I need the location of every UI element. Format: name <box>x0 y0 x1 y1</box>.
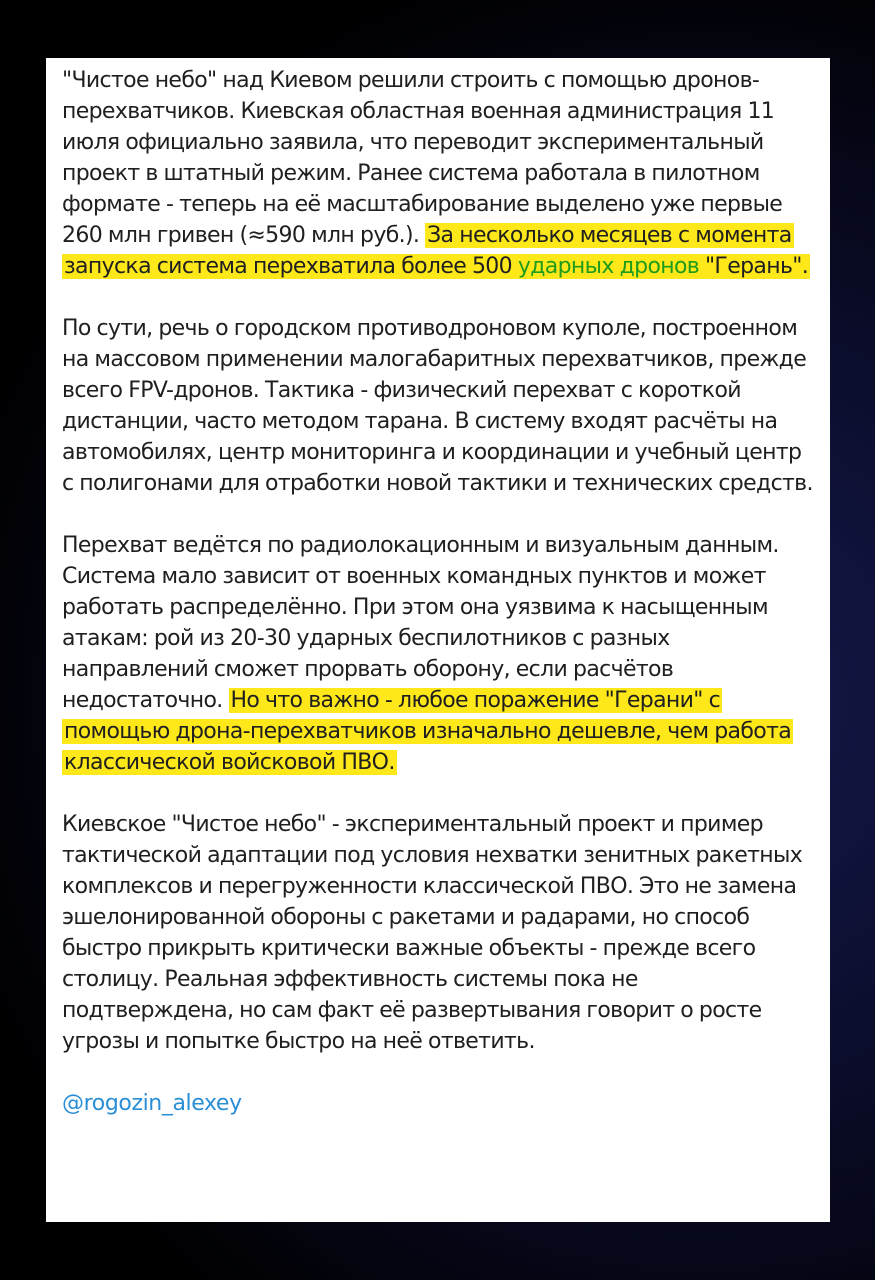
post-paragraph-3 <box>62 530 814 778</box>
highlighted-text: Но что важно - любое поражение "Герани" с помощью дрона-перехватчиков изначально дешевле, чем работа классической войсковой ПВО. <box>64 688 792 775</box>
highlighted-text-part: "Герань". <box>699 254 809 279</box>
post-paragraph-1 <box>62 65 814 282</box>
paragraph-spacer <box>62 282 814 313</box>
post-paragraph-4: Киевское "Чистое небо" - экспериментальный проект и пример тактической адаптации под условия нехватки зенитных ракетных комплексов и перегруженности классической ПВО. Это не замена эшелонированной обороны с ракетами и радарами, но способ быстро прикрыть критически важные объекты - прежде всего столицу. Реальная эффективность системы пока не подтверждена, но сам факт её развертывания говорит о росте угрозы и попытке быстро на неё ответить. <box>62 812 803 1054</box>
post-paragraph-2: По сути, речь о городском противодроновом куполе, построенном на массовом применении малогабаритных перехватчиков, прежде всего FPV-дронов. Тактика - физический перехват с короткой дистанции, часто методом тарана. В систему входят расчёты на автомобилях, центр мониторинга и координации и учебный центр с полигонами для отработки новой тактики и технических средств. <box>62 316 813 496</box>
paragraph-spacer <box>62 499 814 530</box>
author-handle-link[interactable]: @rogozin_alexey <box>62 1091 242 1116</box>
paragraph-spacer <box>62 778 814 809</box>
green-highlighted-text: ударных дронов <box>517 254 700 279</box>
highlighted-text-part: За несколько месяцев с момента запуска система перехватила более 500 <box>64 223 792 279</box>
post-card <box>46 58 830 1222</box>
paragraph-1-text: "Чистое небо" над Киевом решили строить с помощью дронов-перехватчиков. Киевская областная военная администрация 11 июля официально заявила, что переводит экспериментальный проект в штатный режим. Ранее система работала в пилотном формате - теперь на её масштабирование выделено уже первые 260 млн гривен (≈590 млн руб.). <box>62 68 783 248</box>
paragraph-3-text: Перехват ведётся по радиолокационным и визуальным данным. Система мало зависит от военных командных пунктов и может работать распределённо. При этом она уязвима к насыщенным атакам: рой из 20-30 ударных беспилотников с разных направлений сможет прорвать оборону, если расчётов недостаточно. <box>62 533 779 713</box>
